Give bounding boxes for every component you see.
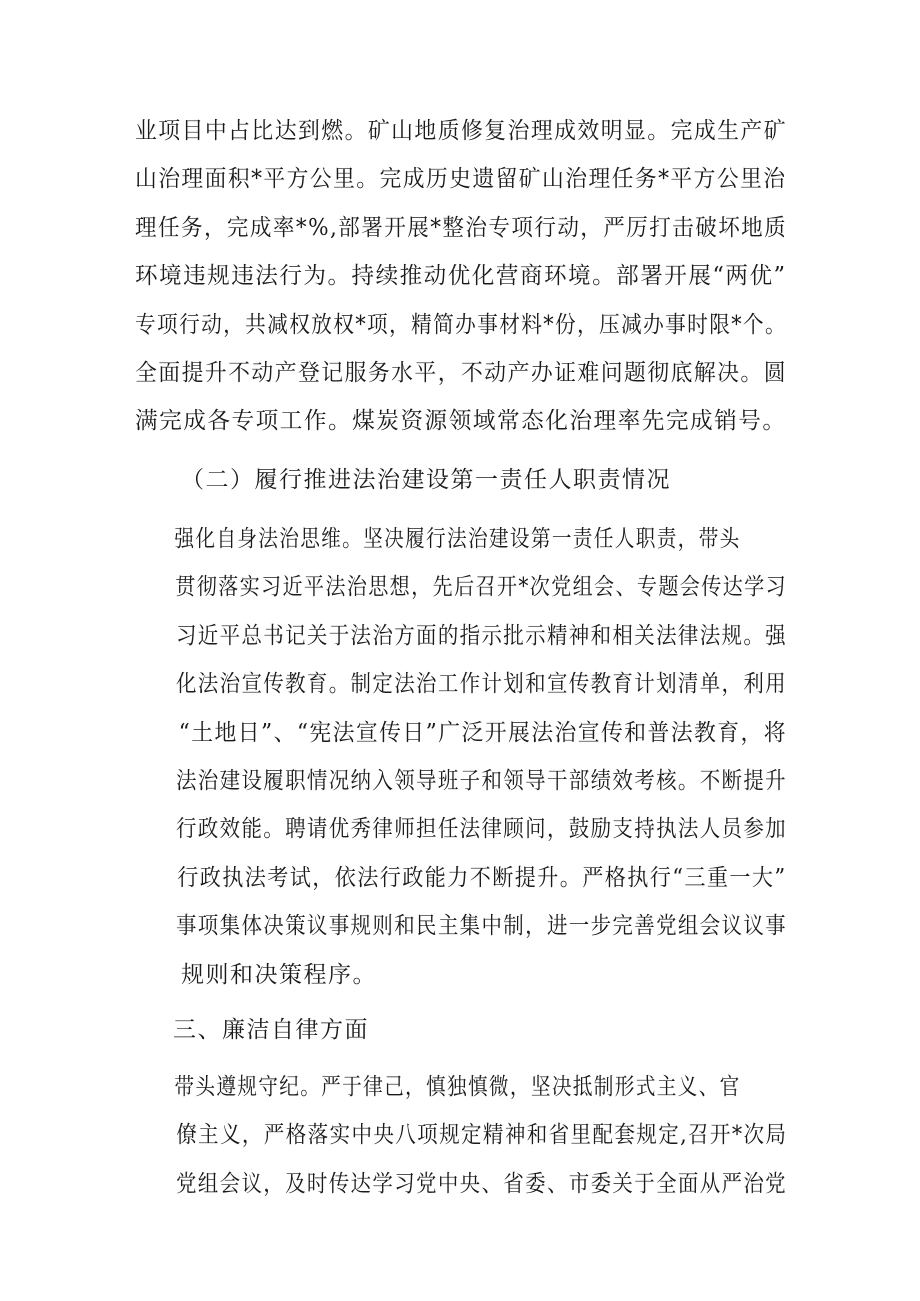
text-line: 山治理面积*平方公里。完成历史遗留矿山治理任务*平方公里治 — [135, 166, 787, 193]
text-line: 专项行动，共减权放权*项，精简办事材料*份，压减办事时限*个。 — [135, 311, 787, 338]
text-line: 环境违规违法行为。持续推动优化营商环境。部署开展“两优” — [135, 263, 787, 290]
text-line: 规则和决策程序。 — [181, 961, 377, 988]
section-heading-integrity — [173, 1006, 787, 1054]
heading-text: 三、廉洁自律方面 — [173, 1017, 369, 1043]
text-line: 事项集体决策议事规则和民主集中制，进一步完善党组会议议事 — [175, 913, 788, 940]
paragraph-rule-of-law — [135, 515, 787, 999]
text-line: “土地日”、“宪法宣传日”广泛开展法治宣传和普法教育，将 — [178, 719, 788, 746]
section-heading-rule-of-law — [135, 456, 787, 504]
text-line: 行政执法考试，依法行政能力不断提升。严格执行“三重一大” — [177, 864, 787, 891]
text-line: 习近平总书记关于法治方面的指示批示精神和相关法律法规。强 — [175, 622, 788, 649]
text-line: 满完成各专项工作。煤炭资源领域常态化治理率先完成销号。 — [135, 408, 787, 435]
text-line: 化法治宣传教育。制定法治工作计划和宣传教育计划清单，利用 — [175, 671, 788, 698]
paragraph-achievements — [135, 107, 787, 446]
text-line: 理任务，完成率*%,部署开展*整治专项行动，严厉打击破坏地质 — [135, 214, 788, 241]
text-line: 党组会议，及时传达学习党中央、省委、市委关于全面从严治党 — [175, 1170, 788, 1197]
text-line: 业项目中占比达到燃。矿山地质修复治理成效明显。完成生产矿 — [135, 118, 787, 144]
text-line: 行政效能。聘请优秀律师担任法律顾问，鼓励支持执法人员参加 — [175, 816, 788, 843]
text-line: 法治建设履职情况纳入领导班子和领导干部绩效考核。不断提升 — [175, 768, 788, 795]
text-line: 全面提升不动产登记服务水平，不动产办证难问题彻底解决。圆 — [135, 360, 787, 387]
paragraph-integrity — [135, 1063, 787, 1208]
text-line: 强化自身法治思维。坚决履行法治建设第一责任人职责，带头 — [174, 526, 741, 552]
text-line: 贯彻落实习近平法治思想，先后召开*次党组会、专题会传达学习 — [175, 574, 788, 601]
text-line: 带头遵规守纪。严于律己，慎独慎微，坚决抵制形式主义、官 — [174, 1074, 741, 1100]
heading-text: （二）履行推进法治建设第一责任人职责情况 — [181, 467, 671, 493]
text-line: 僚主义，严格落实中央八项规定精神和省里配套规定,召开*次局 — [176, 1122, 788, 1149]
